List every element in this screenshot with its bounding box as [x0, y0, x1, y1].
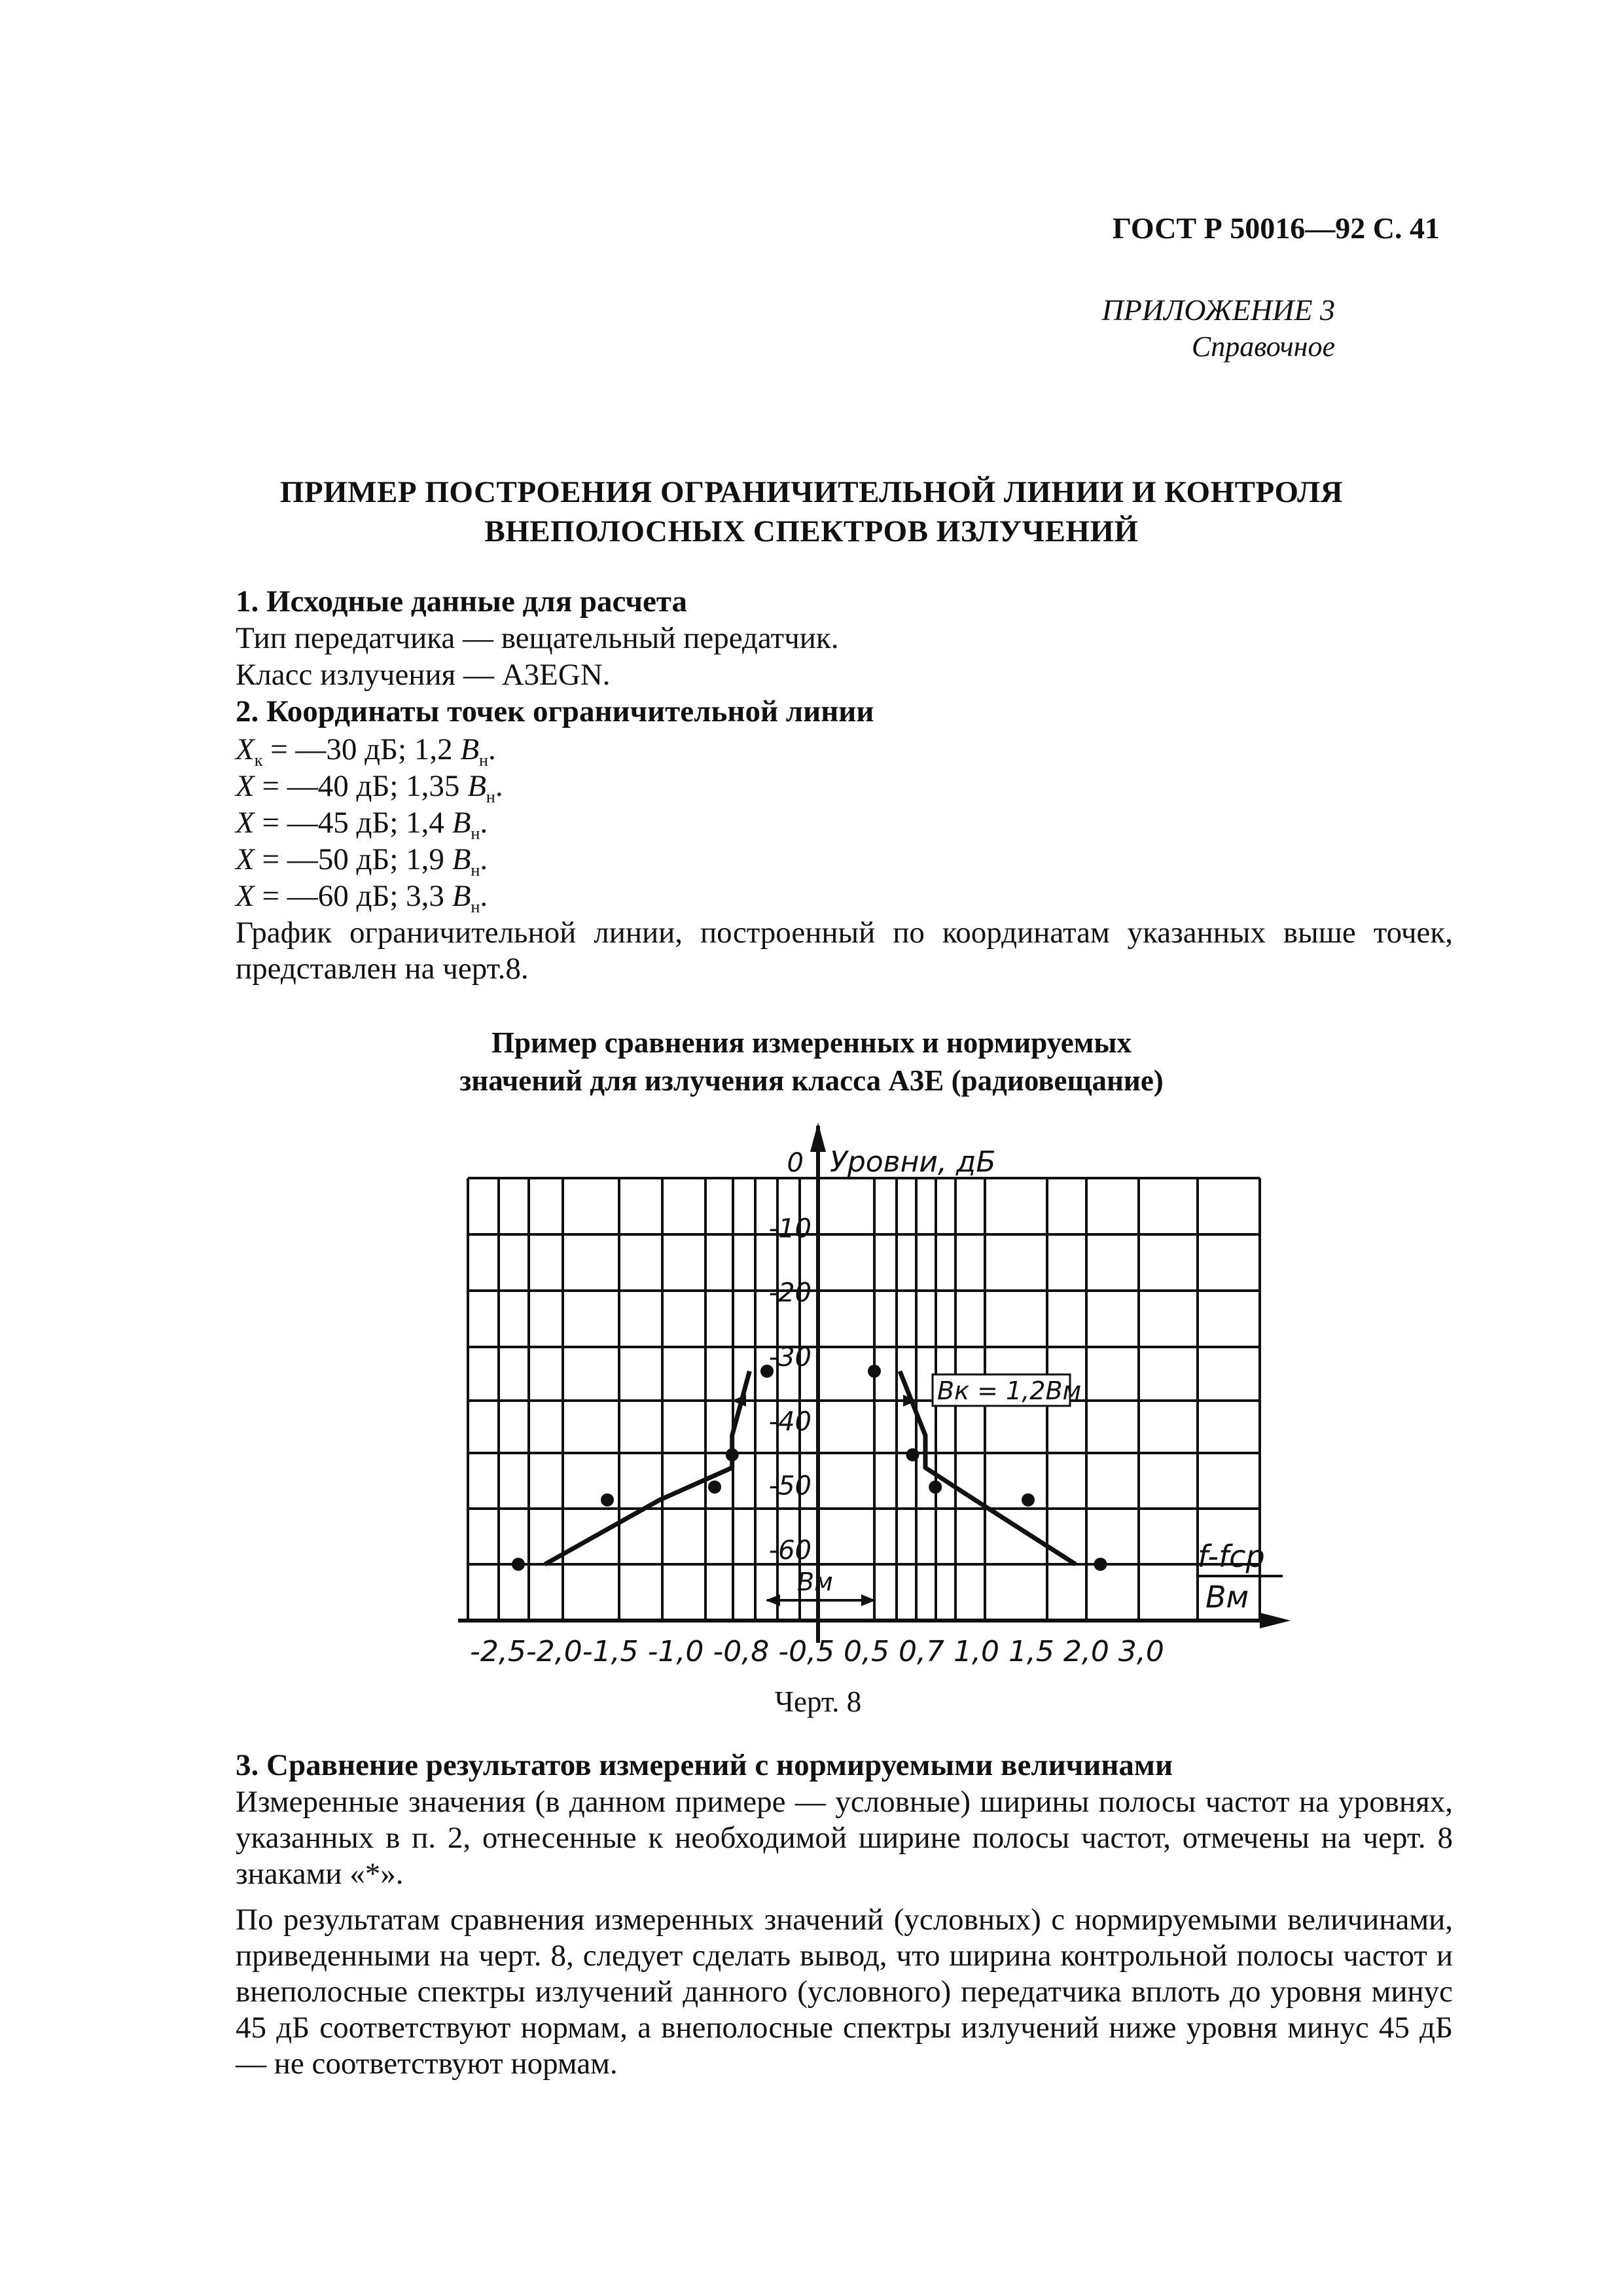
coordinate-row: $X_к$ = —30 дБ; 1,2 $B_н$. [236, 732, 496, 770]
appendix-subtitle: Справочное [1191, 331, 1335, 363]
coordinate-row: X = —60 дБ; 3,3 $B_н$. [236, 879, 488, 916]
y-axis-arrow [810, 1122, 826, 1152]
y-tick-label: -50 [768, 1471, 812, 1501]
title-line-1: ПРИМЕР ПОСТРОЕНИЯ ОГРАНИЧИТЕЛЬНОЙ ЛИНИИ И КОНТРОЛЯ [279, 475, 1344, 509]
measured-point [601, 1494, 614, 1507]
y-tick-label: 0 [787, 1148, 804, 1178]
measured-point [1022, 1494, 1035, 1507]
coordinate-row: X = —45 дБ; 1,4 $B_н$. [236, 806, 488, 843]
section1-heading: 1. Исходные данные для расчета [236, 584, 687, 619]
section3-heading: 3. Сравнение результатов измерений с нормируемыми величинами [236, 1748, 1173, 1782]
measured-point [512, 1558, 525, 1571]
figure-caption: Черт. 8 [774, 1685, 862, 1718]
y-tick-label: -30 [768, 1342, 812, 1372]
y-axis-label: Уровни, дБ [830, 1145, 996, 1179]
chart-title-line-1: Пример сравнения измеренных и нормируемых [491, 1026, 1132, 1059]
x-tick-labels: -2,5-2,0-1,5 -1,0 -0,8 -0,5 0,5 0,7 1,0 1,5 2,0 3,0 [470, 1635, 1164, 1668]
page-header: ГОСТ Р 50016—92 С. 41 [1112, 211, 1440, 245]
section3-paragraph-1: Измеренные значения (в данном примере — условные) ширины полосы частот на уровнях, указанных в п. 2, отнесенные к необходимой ширине полосы частот, отмечены на черт. 8 знаками «*». [236, 1785, 1453, 1891]
y-tick-label: -60 [768, 1535, 812, 1566]
measured-point [1094, 1558, 1107, 1571]
section1-line-2: Класс излучения — A3EGN. [236, 658, 611, 692]
measured-point [929, 1480, 942, 1494]
bm-label: Вм [797, 1568, 833, 1596]
y-tick-label: -40 [768, 1407, 812, 1437]
bk-label: Вк = 1,2Вм [937, 1376, 1082, 1405]
x-axis-arrow [1260, 1613, 1291, 1628]
measured-point [726, 1448, 739, 1462]
title-line-2: ВНЕПОЛОСНЫХ СПЕКТРОВ ИЗЛУЧЕНИЙ [484, 514, 1139, 548]
coordinate-row: X = —40 дБ; 1,35 $B_н$. [236, 769, 503, 806]
x-axis-label-numerator: f-fср [1198, 1539, 1265, 1574]
measured-point [868, 1365, 881, 1378]
section3-paragraph-2: По результатам сравнения измеренных значений (условных) с нормируемыми величинами, приведенными на черт. 8, следует сделать вывод, что ширина контрольной полосы частот и внеполосные спектры излучений данного (условного) передатчика вплоть до уровня минус 45 дБ соответствуют нормам, а внеполосные спектры излучений ниже уровня минус 45 дБ — не соответствуют нормам. [236, 1903, 1453, 2081]
y-tick-label: -20 [768, 1278, 812, 1308]
chart-labels [470, 1145, 1283, 1668]
appendix-title: ПРИЛОЖЕНИЕ 3 [1101, 293, 1335, 327]
section1-line-1: Тип передатчика — вещательный передатчик. [236, 621, 839, 655]
measured-point [906, 1448, 919, 1462]
measured-point [708, 1480, 721, 1494]
x-axis-label-denominator: Вм [1205, 1579, 1249, 1615]
section2-heading: 2. Координаты точек ограничительной линии [236, 694, 874, 728]
coordinate-row: X = —50 дБ; 1,9 $B_н$. [236, 842, 488, 880]
bm-arrowhead-left [766, 1594, 780, 1606]
y-tick-label: -10 [768, 1213, 812, 1244]
chart-title-line-2: значений для излучения класса А3Е (радиовещание) [459, 1064, 1164, 1097]
section2-paragraph: График ограничительной линии, построенный по координатам указанных выше точек, представлен на черт.8. [236, 916, 1453, 986]
